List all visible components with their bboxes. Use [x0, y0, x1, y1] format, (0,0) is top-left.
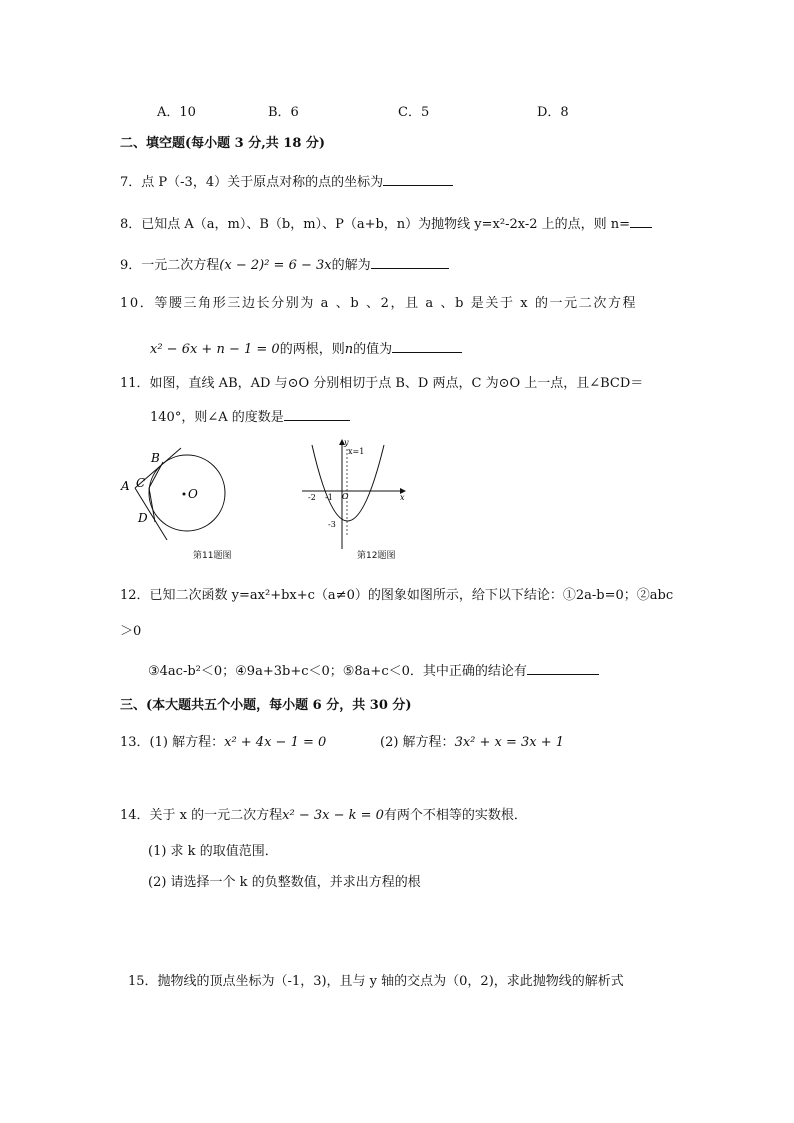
label-x: x — [400, 493, 405, 502]
question-text: 抛物线的顶点坐标为（-1，3)，且与 y 轴的交点为（0，2)，求此抛物线的解析式 — [157, 974, 624, 989]
equation-1: x² + 4x − 1 = 0 — [224, 735, 327, 750]
question-number: 12． — [120, 588, 150, 603]
question-number: 8． — [120, 217, 142, 232]
question-text: 一元二次方程 — [141, 258, 220, 273]
label-neg-3: -3 — [328, 520, 336, 529]
label-neg-2: -2 — [308, 493, 316, 502]
question-11-line1 — [120, 375, 643, 393]
question-number: 7． — [120, 175, 142, 190]
section-2-title: 二、填空题(每小题 3 分,共 18 分) — [120, 136, 326, 151]
question-text-c: ③4ac-b²＜0；④9a+3b+c＜0；⑤8a+c＜0．其中正确的结论有 — [148, 664, 527, 679]
part-1-label: (1) 解方程： — [149, 735, 225, 750]
question-number: 9． — [120, 258, 142, 273]
chord-cd — [149, 488, 155, 522]
label-a: A — [121, 479, 130, 493]
label-x-eq-1: x=1 — [348, 447, 365, 456]
answer-blank[interactable] — [284, 406, 350, 421]
question-text-b: 有两个不相等的实数根． — [383, 808, 527, 823]
question-number: 15． — [128, 974, 158, 989]
question-14-sub1: (1) 求 k 的取值范围． — [148, 844, 278, 859]
answer-blank[interactable] — [630, 213, 652, 228]
section-3-title: 三、(本大题共五个小题，每小题 6 分，共 30 分) — [120, 698, 412, 713]
question-number: 10． — [120, 296, 155, 311]
option-a: A．10 — [157, 105, 196, 120]
answer-blank[interactable] — [371, 254, 449, 269]
question-13-part2 — [380, 734, 564, 752]
question-7 — [120, 171, 453, 192]
question-14 — [120, 807, 527, 825]
question-text: 已知二次函数 y=ax²+bx+c（a≠0）的图象如图所示，给下以下结论：①2a-b=0；②abc — [149, 588, 674, 603]
label-c: C — [136, 476, 146, 490]
question-9 — [120, 254, 449, 275]
equation-2: 3x² + x = 3x + 1 — [454, 735, 565, 750]
question-10-line1 — [120, 295, 637, 313]
question-text-b: 的两根，则 — [279, 342, 345, 357]
label-o: O — [188, 487, 198, 501]
parabola-curve — [312, 445, 384, 521]
question-number: 11． — [120, 376, 150, 391]
question-10-line2 — [150, 338, 462, 359]
question-text: 已知点 A（a，m）、B（b，m）、P（a+b，n）为抛物线 y=x²-2x-2 上的点，则 n= — [141, 217, 631, 232]
label-neg-1: -1 — [325, 493, 333, 502]
option-c: C．5 — [398, 105, 430, 120]
question-11-line2 — [150, 406, 350, 427]
label-b: B — [151, 451, 160, 465]
variable-n: n — [344, 342, 354, 357]
question-14-sub2: (2) 请选择一个 k 的负整数值，并求出方程的根 — [148, 875, 421, 890]
option-d: D．8 — [537, 105, 569, 120]
center-point — [183, 493, 186, 496]
label-origin: O — [342, 492, 349, 501]
figure-12-graph — [300, 437, 415, 557]
equation: (x − 2)² = 6 − 3x — [219, 258, 332, 273]
option-b: B．6 — [268, 105, 299, 120]
question-number: 14． — [120, 808, 150, 823]
question-13 — [120, 734, 326, 752]
figure-11-diagram — [115, 440, 235, 550]
question-15 — [128, 973, 624, 991]
question-text-c: 的值为 — [353, 342, 393, 357]
equation: x² − 3x − k = 0 — [282, 808, 384, 823]
question-text-b: 的解为 — [331, 258, 371, 273]
figure-11-caption: 第11题图 — [193, 551, 232, 561]
question-12-line2: ＞0 — [120, 624, 142, 639]
question-8 — [120, 213, 652, 234]
label-y: y — [344, 438, 349, 447]
figure-12-caption: 第12题图 — [357, 551, 396, 561]
equation: x² − 6x + n − 1 = 0 — [150, 342, 280, 357]
question-text-b: 140°，则∠A 的度数是 — [150, 410, 284, 425]
answer-blank[interactable] — [527, 660, 599, 675]
question-text: 等腰三角形三边长分别为 a 、b 、2，且 a 、b 是关于 x 的一元二次方程 — [154, 296, 638, 311]
answer-blank[interactable] — [383, 171, 453, 186]
question-text: 如图，直线 AB，AD 与⊙O 分别相切于点 B、D 两点，C 为⊙O 上一点，且∠BCD＝ — [149, 376, 644, 391]
question-text: 点 P（-3，4）关于原点对称的点的坐标为 — [141, 175, 384, 190]
label-d: D — [138, 511, 148, 525]
question-text: 关于 x 的一元二次方程 — [149, 808, 283, 823]
question-12-line3 — [148, 660, 599, 681]
chord-cb — [149, 462, 163, 488]
question-number: 13． — [120, 735, 150, 750]
answer-blank[interactable] — [392, 338, 462, 353]
question-12-line1 — [120, 587, 673, 605]
part-2-label: (2) 解方程： — [380, 735, 455, 750]
